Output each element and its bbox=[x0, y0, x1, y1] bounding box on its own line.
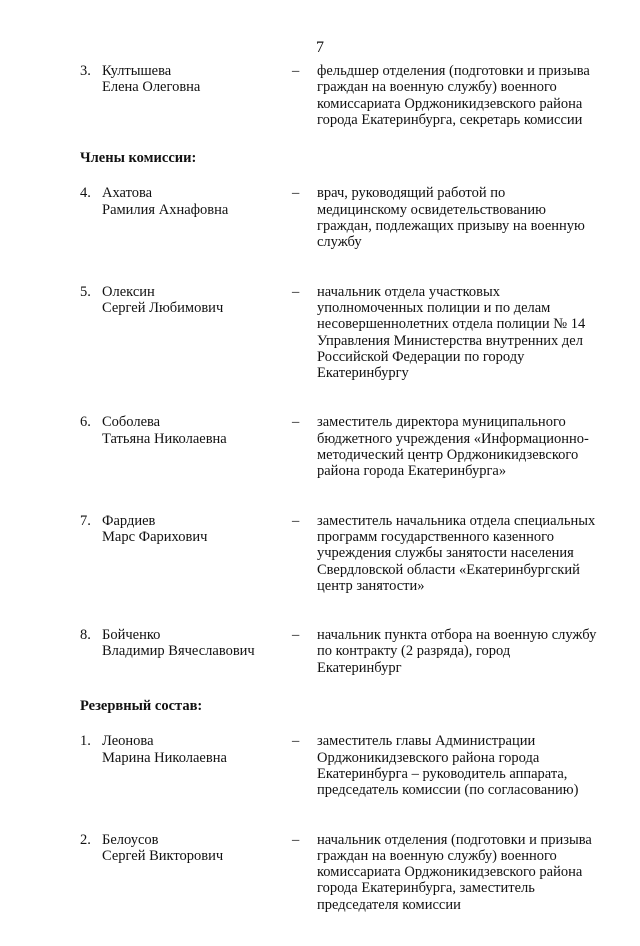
position-line: председатель комиссии (по согласованию) bbox=[317, 782, 579, 799]
surname: Белоусов bbox=[102, 831, 159, 848]
surname: Фардиев bbox=[102, 512, 156, 529]
dash: – bbox=[292, 831, 300, 848]
position-line: заместитель начальника отдела специальных bbox=[317, 512, 596, 529]
position-line: программ государственного казенного bbox=[317, 528, 554, 545]
person-name bbox=[102, 733, 292, 766]
position-line: по контракту (2 разряда), город bbox=[317, 643, 511, 660]
position-line: Екатеринбурга – руководитель аппарата, bbox=[317, 765, 568, 782]
surname: Ахатова bbox=[102, 185, 153, 202]
position-line: граждан на военную службу) военного bbox=[317, 847, 557, 864]
section-heading: Члены комиссии: bbox=[80, 150, 197, 167]
person-name bbox=[102, 414, 292, 447]
list-item bbox=[80, 627, 615, 676]
position-description bbox=[317, 733, 612, 798]
position-description bbox=[317, 627, 612, 676]
dash: – bbox=[292, 414, 300, 431]
position-line: бюджетного учреждения «Информационно- bbox=[317, 430, 589, 447]
given-names: Елена Олеговна bbox=[102, 79, 201, 96]
dash: – bbox=[292, 283, 300, 300]
person-name bbox=[102, 832, 292, 865]
surname: Олексин bbox=[102, 283, 155, 300]
position-line: несовершеннолетних отдела полиции № 14 bbox=[317, 316, 586, 333]
position-line: учреждения службы занятости населения bbox=[317, 545, 574, 562]
list-item bbox=[80, 832, 615, 913]
given-names: Татьяна Николаевна bbox=[102, 430, 227, 447]
item-number: 4. bbox=[80, 185, 91, 202]
position-line: начальник отдела участковых bbox=[317, 283, 500, 300]
position-line: Свердловской области «Екатеринбургский bbox=[317, 561, 580, 578]
position-line: города Екатеринбурга, секретарь комиссии bbox=[317, 111, 583, 128]
item-number: 5. bbox=[80, 283, 91, 300]
given-names: Сергей Викторович bbox=[102, 847, 224, 864]
item-number: 2. bbox=[80, 831, 91, 848]
item-number: 1. bbox=[80, 733, 91, 750]
position-line: Управления Министерства внутренних дел bbox=[317, 332, 583, 349]
position-line: начальник отделения (подготовки и призыва bbox=[317, 831, 592, 848]
position-line: Екатеринбург bbox=[317, 659, 402, 676]
list-item bbox=[80, 185, 615, 250]
position-line: Екатеринбургу bbox=[317, 365, 409, 382]
person-name bbox=[102, 627, 292, 660]
given-names: Владимир Вячеславович bbox=[102, 643, 255, 660]
position-line: фельдшер отделения (подготовки и призыва bbox=[317, 63, 590, 79]
dash: – bbox=[292, 512, 300, 529]
list-item bbox=[80, 284, 615, 382]
position-description bbox=[317, 63, 612, 128]
document-body bbox=[80, 63, 615, 946]
page-number: 7 bbox=[316, 39, 324, 56]
item-number: 6. bbox=[80, 414, 91, 431]
item-number: 3. bbox=[80, 63, 91, 79]
given-names: Марина Николаевна bbox=[102, 749, 227, 766]
position-line: Российской Федерации по городу bbox=[317, 348, 525, 365]
position-line: заместитель директора муниципального bbox=[317, 414, 566, 431]
position-line: комиссариата Орджоникидзевского района bbox=[317, 864, 583, 881]
surname: Култышева bbox=[102, 63, 172, 79]
dash: – bbox=[292, 733, 300, 750]
list-item bbox=[80, 733, 615, 798]
surname: Бойченко bbox=[102, 627, 161, 644]
position-description bbox=[317, 832, 612, 913]
position-description bbox=[317, 185, 612, 250]
position-line: методический центр Орджоникидзевского bbox=[317, 447, 579, 464]
dash: – bbox=[292, 627, 300, 644]
position-line: Орджоникидзевского района города bbox=[317, 749, 540, 766]
given-names: Рамилия Ахнафовна bbox=[102, 201, 229, 218]
person-name bbox=[102, 513, 292, 546]
position-line: граждан на военную службу) военного bbox=[317, 79, 557, 96]
position-line: города Екатеринбурга, заместитель bbox=[317, 880, 535, 897]
position-line: начальник пункта отбора на военную службу bbox=[317, 627, 597, 644]
position-line: комиссариата Орджоникидзевского района bbox=[317, 95, 583, 112]
position-line: граждан, подлежащих призыву на военную bbox=[317, 218, 585, 235]
surname: Леонова bbox=[102, 733, 154, 750]
given-names: Сергей Любимович bbox=[102, 299, 224, 316]
item-number: 7. bbox=[80, 512, 91, 529]
surname: Соболева bbox=[102, 414, 161, 431]
list-item bbox=[80, 513, 615, 594]
list-item bbox=[80, 63, 615, 128]
person-name bbox=[102, 185, 292, 218]
dash: – bbox=[292, 63, 300, 79]
person-name bbox=[102, 284, 292, 317]
position-line: заместитель главы Администрации bbox=[317, 733, 536, 750]
dash: – bbox=[292, 185, 300, 202]
position-line: района города Екатеринбурга» bbox=[317, 463, 507, 480]
position-description bbox=[317, 284, 612, 382]
item-number: 8. bbox=[80, 627, 91, 644]
section-heading: Резервный состав: bbox=[80, 698, 203, 715]
position-description bbox=[317, 414, 612, 479]
person-name bbox=[102, 63, 292, 96]
given-names: Марс Фарихович bbox=[102, 528, 208, 545]
position-line: председателя комиссии bbox=[317, 896, 461, 913]
position-line: уполномоченных полиции и по делам bbox=[317, 299, 551, 316]
position-line: врач, руководящий работой по bbox=[317, 185, 506, 202]
position-description bbox=[317, 513, 612, 594]
position-line: центр занятости» bbox=[317, 577, 425, 594]
position-line: медицинскому освидетельствованию bbox=[317, 201, 546, 218]
list-item bbox=[80, 414, 615, 479]
position-line: службу bbox=[317, 234, 362, 251]
